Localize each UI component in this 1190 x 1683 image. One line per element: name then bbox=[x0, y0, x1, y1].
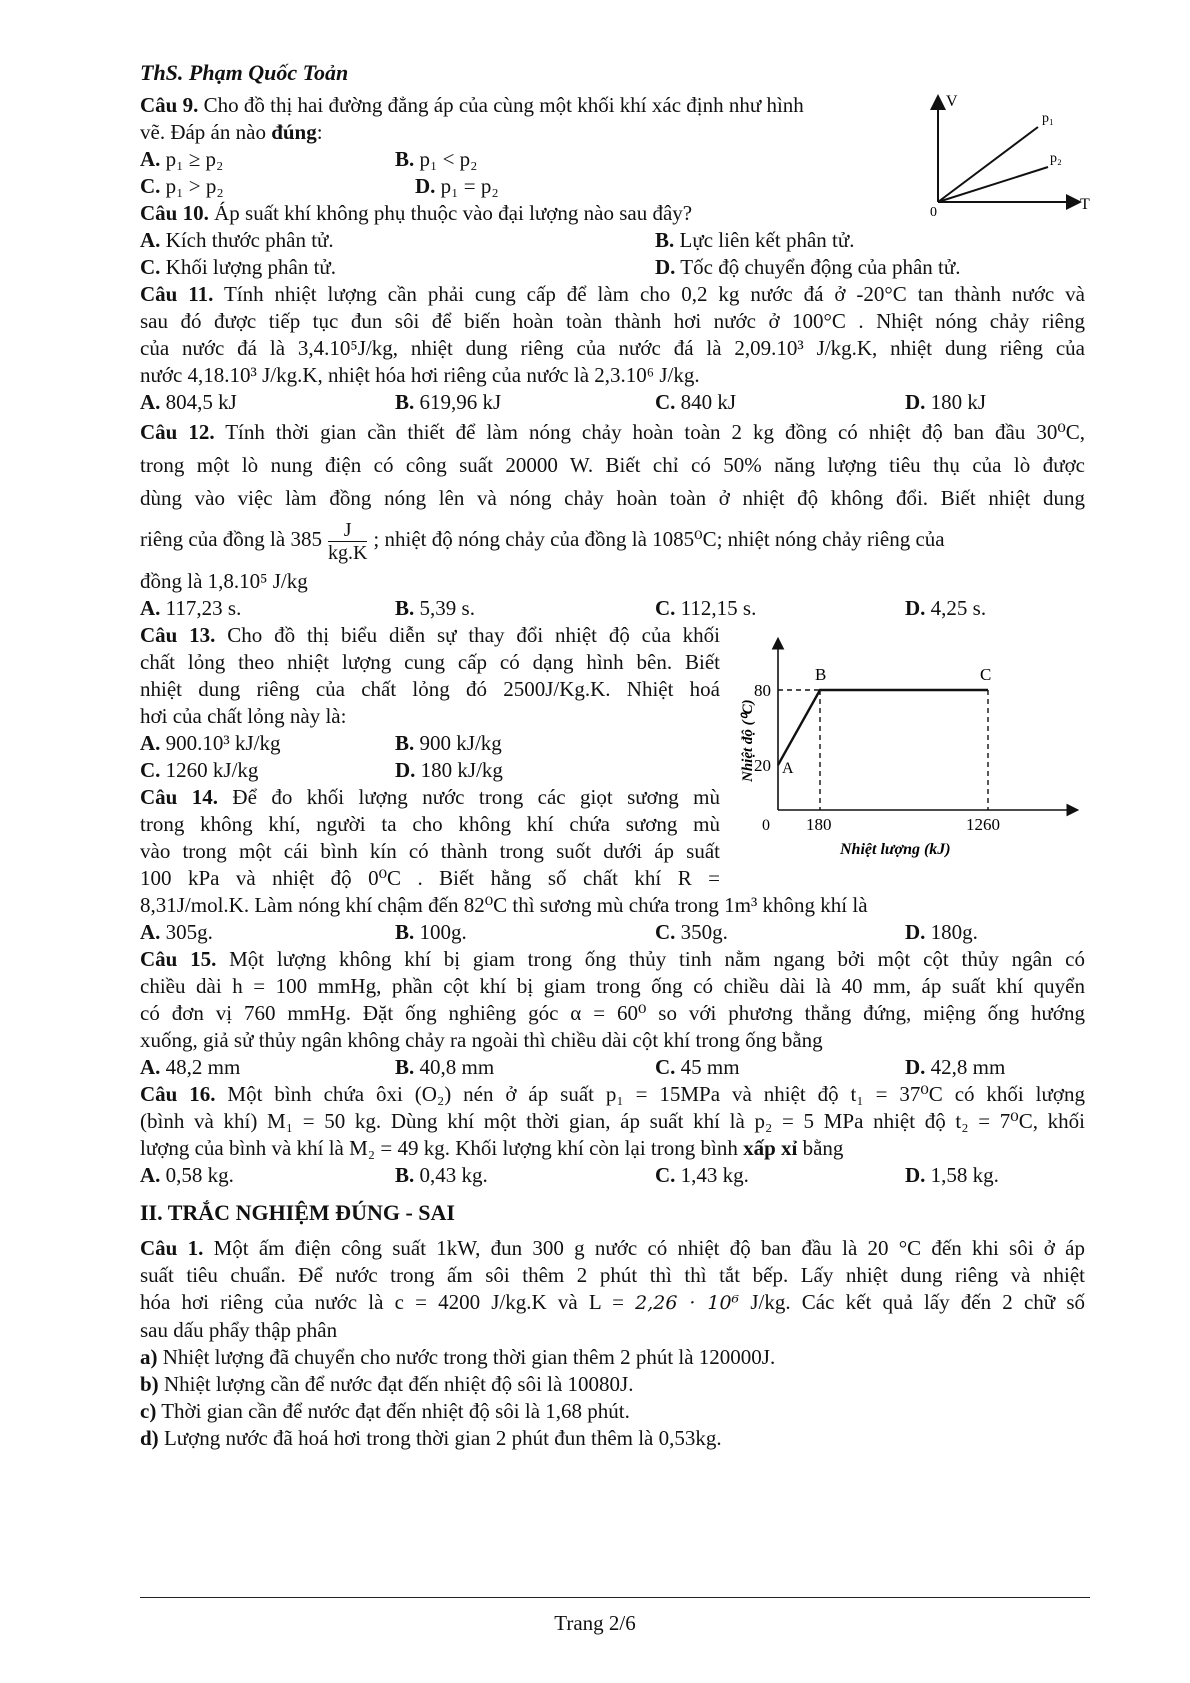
question-text: chiều dài h = 100 mmHg, phần cột khí bị giam trong ống có chiều dài là 40 mm, áp suất khí quyển bbox=[140, 974, 1085, 998]
question-number: Câu 16. bbox=[140, 1082, 216, 1106]
answer-label: C. bbox=[655, 596, 676, 620]
question-11 bbox=[140, 281, 1085, 416]
answer-b[interactable] bbox=[395, 146, 478, 173]
origin-label: 0 bbox=[762, 817, 770, 834]
answer-row bbox=[140, 146, 900, 173]
statement-d[interactable] bbox=[140, 1425, 1085, 1452]
statement-text: Nhiệt lượng đã chuyển cho nước trong thời gian thêm 2 phút là 120000J. bbox=[157, 1345, 776, 1369]
author-header: ThS. Phạm Quốc Toản bbox=[140, 60, 349, 85]
question-number: Câu 15. bbox=[140, 947, 217, 971]
answer-label: D. bbox=[655, 255, 676, 279]
question-text: Tính nhiệt lượng cần phải cung cấp để làm cho 0,2 kg nước đá ở -20°C tan thành nước và bbox=[213, 282, 1086, 306]
answer-label: C. bbox=[655, 920, 676, 944]
answer-label: C. bbox=[655, 1163, 676, 1187]
answer-a[interactable] bbox=[140, 595, 241, 622]
question-text: J/kg. Các kết quả lấy đến 2 chữ số bbox=[739, 1290, 1086, 1314]
answer-label: B. bbox=[395, 1163, 415, 1187]
answer-text: 48,2 mm bbox=[160, 1055, 241, 1079]
isobar-line-p2 bbox=[938, 167, 1048, 202]
answer-text: p₁ > p₂ bbox=[165, 174, 224, 198]
answer-label: C. bbox=[140, 174, 161, 198]
answer-label: A. bbox=[140, 731, 161, 755]
answer-text: 180g. bbox=[925, 920, 978, 944]
answer-a[interactable] bbox=[140, 227, 334, 254]
answer-label: B. bbox=[395, 390, 415, 414]
answer-label: D. bbox=[905, 390, 926, 414]
question-number: Câu 9. bbox=[140, 93, 199, 117]
answer-a[interactable] bbox=[140, 389, 237, 416]
answer-label: D. bbox=[905, 1055, 926, 1079]
question-text: đồng là 1,8.10⁵ J/kg bbox=[140, 569, 308, 593]
answer-c[interactable] bbox=[655, 1054, 740, 1081]
question-text: 100 kPa và nhiệt độ 0⁰C . Biết hằng số chất khí R = bbox=[140, 866, 720, 890]
answer-c[interactable] bbox=[140, 757, 258, 784]
answer-label: A. bbox=[140, 920, 161, 944]
answer-label: A. bbox=[140, 1055, 161, 1079]
answer-d[interactable] bbox=[905, 919, 978, 946]
question-text: trong không khí, người ta cho không khí chứa sương mù bbox=[140, 812, 720, 836]
emphasis-text: đúng bbox=[271, 120, 317, 144]
statement-text: Lượng nước đã hoá hơi trong thời gian 2 phút đun thêm là 0,53kg. bbox=[158, 1426, 722, 1450]
answer-a[interactable] bbox=[140, 1162, 234, 1189]
answer-d[interactable] bbox=[395, 757, 503, 784]
answer-a[interactable] bbox=[140, 1054, 240, 1081]
answer-c[interactable] bbox=[655, 919, 728, 946]
answer-label: A. bbox=[140, 390, 161, 414]
x-axis-label: Nhiệt lượng (kJ) bbox=[840, 841, 951, 858]
footer-divider bbox=[140, 1597, 1090, 1598]
answer-c[interactable] bbox=[655, 389, 736, 416]
answer-label: D. bbox=[905, 1163, 926, 1187]
question-text: sau dấu phẩy thập phân bbox=[140, 1318, 338, 1342]
answer-text: 1,43 kg. bbox=[675, 1163, 749, 1187]
answer-label: C. bbox=[140, 255, 161, 279]
question-10 bbox=[140, 200, 1085, 281]
answer-label: B. bbox=[395, 920, 415, 944]
math-value: 2,26 · 10⁶ bbox=[635, 1292, 740, 1314]
question-number: Câu 12. bbox=[140, 420, 215, 444]
question-14-continued bbox=[140, 892, 1085, 946]
question-text: bằng bbox=[797, 1136, 844, 1160]
answer-label: B. bbox=[395, 147, 415, 171]
question-number: Câu 10. bbox=[140, 201, 209, 225]
isobar-line-p1 bbox=[938, 127, 1038, 202]
answer-b[interactable] bbox=[395, 1054, 494, 1081]
section-heading: II. TRẮC NGHIỆM ĐÚNG - SAI bbox=[140, 1200, 455, 1225]
answer-label: B. bbox=[395, 1055, 415, 1079]
statement-label: d) bbox=[140, 1426, 159, 1450]
statement-a[interactable] bbox=[140, 1344, 1085, 1371]
answer-b[interactable] bbox=[395, 919, 467, 946]
answer-text: 305g. bbox=[160, 920, 213, 944]
question-text: Để đo khối lượng nước trong các giọt sương mù bbox=[218, 785, 720, 809]
p2-label: p₂ bbox=[1050, 151, 1062, 166]
answer-row bbox=[140, 254, 1085, 281]
answer-label: B. bbox=[395, 596, 415, 620]
point-b-label: B bbox=[815, 665, 827, 684]
answer-row bbox=[140, 173, 900, 200]
question-text: riêng của đồng là 385 bbox=[140, 527, 322, 551]
answer-label: A. bbox=[140, 596, 161, 620]
answer-text: 4,25 s. bbox=[925, 596, 987, 620]
p1-label: p₁ bbox=[1042, 111, 1054, 126]
answer-row bbox=[140, 919, 1085, 946]
statement-label: c) bbox=[140, 1399, 157, 1423]
question-text: dùng vào việc làm đồng nóng lên và nóng chảy hoàn toàn ở nhiệt độ không đổi. Biết nhiệt dung bbox=[140, 486, 1085, 510]
t-axis-label: T bbox=[1080, 196, 1090, 213]
answer-label: D. bbox=[395, 758, 416, 782]
question-text: Áp suất khí không phụ thuộc vào đại lượng nào sau đây? bbox=[208, 201, 693, 225]
question-text: : bbox=[316, 120, 323, 144]
answer-text: 40,8 mm bbox=[414, 1055, 495, 1079]
answer-b[interactable] bbox=[395, 389, 501, 416]
answer-text: 900 kJ/kg bbox=[414, 731, 502, 755]
question-text: có đơn vị 760 mmHg. Đặt ống nghiêng góc α = 60⁰ so với phương thẳng đứng, miệng ống hướng bbox=[140, 1001, 1085, 1025]
question-text: Cho đồ thị biểu diễn sự thay đổi nhiệt độ của khối bbox=[215, 623, 720, 647]
answer-label: D. bbox=[415, 174, 436, 198]
answer-text: 180 kJ bbox=[925, 390, 987, 414]
answer-label: D. bbox=[905, 920, 926, 944]
question-text: Một lượng không khí bị giam trong ống thủy tinh nằm ngang bởi một cột thủy ngân có bbox=[216, 947, 1085, 971]
emphasis-text: xấp xỉ bbox=[743, 1136, 798, 1160]
document-page bbox=[140, 60, 1090, 1452]
statement-label: a) bbox=[140, 1345, 158, 1369]
question-number: Câu 14. bbox=[140, 785, 219, 809]
answer-text: p₁ = p₂ bbox=[440, 174, 499, 198]
answer-d[interactable] bbox=[415, 173, 499, 200]
answer-d[interactable] bbox=[905, 595, 986, 622]
answer-b[interactable] bbox=[395, 1162, 488, 1189]
question-text: xuống, giả sử thủy ngân không chảy ra ngoài thì chiều dài cột khí trong ống bằng bbox=[140, 1028, 823, 1052]
answer-text: 804,5 kJ bbox=[160, 390, 237, 414]
statement-b[interactable] bbox=[140, 1371, 1085, 1398]
question-number: Câu 13. bbox=[140, 623, 216, 647]
question-number: Câu 1. bbox=[140, 1236, 204, 1260]
question-text: nước 4,18.10³ J/kg.K, nhiệt hóa hơi riêng của nước là 2,3.10⁶ J/kg. bbox=[140, 363, 700, 387]
answer-text: 1,58 kg. bbox=[925, 1163, 999, 1187]
question-text: chất lỏng theo nhiệt lượng cung cấp có dạng hình bên. Biết bbox=[140, 650, 720, 674]
question-text: hóa hơi riêng của nước là c = 4200 J/kg.K và L = bbox=[140, 1290, 636, 1314]
answer-row bbox=[140, 595, 1085, 622]
answer-b[interactable] bbox=[655, 227, 854, 254]
question-text: sau đó được tiếp tục đun sôi để biến hoàn toàn thành hơi nước ở 100°C . Nhiệt nóng chảy riêng bbox=[140, 309, 1085, 333]
question-13-14 bbox=[140, 622, 1085, 892]
answer-text: 117,23 s. bbox=[160, 596, 242, 620]
question-text: 8,31J/mol.K. Làm nóng khí chậm đến 82⁰C thì sương mù chứa trong 1m³ không khí là bbox=[140, 893, 868, 917]
origin-label: 0 bbox=[930, 205, 937, 220]
isobar-graph bbox=[930, 92, 1090, 220]
answer-label: C. bbox=[140, 758, 161, 782]
question-text: của nước đá là 3,4.10⁵J/kg, nhiệt dung riêng của nước đá là 2,09.10³ J/kg.K, nhiệt dung riêng của bbox=[140, 336, 1085, 360]
true-false-question-1 bbox=[140, 1235, 1085, 1452]
question-text: Một ấm điện công suất 1kW, đun 300 g nước có nhiệt độ ban đầu là 20 °C đến khi sôi ở áp bbox=[203, 1236, 1085, 1260]
answer-text: 900.10³ kJ/kg bbox=[160, 731, 281, 755]
x-tick-1260: 1260 bbox=[966, 815, 1000, 834]
question-number: Câu 11. bbox=[140, 282, 214, 306]
y-tick-20: 20 bbox=[754, 756, 771, 775]
answer-a[interactable] bbox=[140, 919, 213, 946]
question-text: trong một lò nung điện có công suất 20000 W. Biết chỉ có 50% năng lượng tiêu thụ của lò được bbox=[140, 453, 1085, 477]
question-16 bbox=[140, 1081, 1085, 1189]
answer-a[interactable] bbox=[140, 146, 223, 173]
answer-label: A. bbox=[140, 147, 161, 171]
question-text: Cho đồ thị hai đường đẳng áp của cùng một khối khí xác định như hình bbox=[198, 93, 804, 117]
question-12 bbox=[140, 416, 1085, 622]
question-text: lượng của bình và khí là M₂ = 49 kg. Khối lượng khí còn lại trong bình bbox=[140, 1136, 744, 1160]
answer-text: 180 kJ/kg bbox=[415, 758, 503, 782]
question-text: suất tiêu chuẩn. Để nước trong ấm sôi thêm 2 phút thì thì tắt bếp. Lấy nhiệt dung riêng và nhiệt bbox=[140, 1263, 1085, 1287]
answer-d[interactable] bbox=[655, 254, 961, 281]
answer-label: C. bbox=[655, 1055, 676, 1079]
answer-row bbox=[140, 730, 720, 757]
answer-row bbox=[140, 389, 1085, 416]
answer-text: Kích thước phân tử. bbox=[160, 228, 334, 252]
answer-text: 112,15 s. bbox=[675, 596, 757, 620]
question-text: nhiệt dung riêng của chất lỏng đó 2500J/Kg.K. Nhiệt hoá bbox=[140, 677, 720, 701]
answer-d[interactable] bbox=[905, 1162, 999, 1189]
answer-row bbox=[140, 1162, 1085, 1189]
question-text: vẽ. Đáp án nào bbox=[140, 120, 272, 144]
y-tick-80: 80 bbox=[754, 681, 771, 700]
answer-text: p₁ ≥ p₂ bbox=[165, 147, 224, 171]
question-15 bbox=[140, 946, 1085, 1081]
point-a-label: A bbox=[782, 760, 794, 777]
statement-text: Nhiệt lượng cần để nước đạt đến nhiệt độ sôi là 10080J. bbox=[158, 1372, 634, 1396]
answer-b[interactable] bbox=[395, 730, 502, 757]
answer-text: 0,58 kg. bbox=[160, 1163, 234, 1187]
page-number: Trang 2/6 bbox=[554, 1611, 636, 1635]
answer-label: B. bbox=[395, 731, 415, 755]
answer-text: 100g. bbox=[414, 920, 467, 944]
answer-d[interactable] bbox=[905, 389, 986, 416]
answer-text: Tốc độ chuyển động của phân tử. bbox=[675, 255, 961, 279]
answer-row bbox=[140, 757, 720, 784]
temperature-heat-graph bbox=[740, 632, 1080, 862]
answer-b[interactable] bbox=[395, 595, 475, 622]
fraction-denominator: kg.K bbox=[327, 541, 368, 564]
v-axis-label: V bbox=[946, 93, 958, 110]
statement-label: b) bbox=[140, 1372, 159, 1396]
x-tick-180: 180 bbox=[806, 815, 832, 834]
statement-text: Thời gian cần để nước đạt đến nhiệt độ sôi là 1,68 phút. bbox=[156, 1399, 630, 1423]
answer-text: Lực liên kết phân tử. bbox=[674, 228, 855, 252]
answer-row bbox=[140, 227, 1085, 254]
answer-a[interactable] bbox=[140, 730, 280, 757]
statement-c[interactable] bbox=[140, 1398, 1085, 1425]
question-text: vào trong một cái bình kín có thành trong suốt dưới áp suất bbox=[140, 839, 720, 863]
answer-text: 619,96 kJ bbox=[414, 390, 502, 414]
answer-text: Khối lượng phân tử. bbox=[160, 255, 337, 279]
answer-c[interactable] bbox=[140, 254, 336, 281]
answer-label: A. bbox=[140, 228, 161, 252]
point-c-label: C bbox=[980, 665, 992, 684]
answer-c[interactable] bbox=[140, 173, 224, 200]
answer-label: D. bbox=[905, 596, 926, 620]
answer-text: 840 kJ bbox=[675, 390, 737, 414]
answer-text: 5,39 s. bbox=[414, 596, 475, 620]
answer-label: A. bbox=[140, 1163, 161, 1187]
answer-text: 1260 kJ/kg bbox=[160, 758, 259, 782]
answer-text: 0,43 kg. bbox=[414, 1163, 488, 1187]
answer-label: C. bbox=[655, 390, 676, 414]
answer-text: 350g. bbox=[675, 920, 728, 944]
answer-d[interactable] bbox=[905, 1054, 1005, 1081]
question-text: (bình và khí) M₁ = 50 kg. Dùng khí một thời gian, áp suất khí là p₂ = 5 MPa nhiệt độ t₂ = 7⁰C, khối bbox=[140, 1109, 1085, 1133]
question-text: Tính thời gian cần thiết để làm nóng chảy hoàn toàn 2 kg đồng có nhiệt độ ban đầu 30⁰C, bbox=[214, 420, 1085, 444]
unit-fraction bbox=[328, 519, 367, 564]
question-text: hơi của chất lỏng này là: bbox=[140, 704, 347, 728]
fraction-numerator: J bbox=[328, 519, 367, 542]
answer-text: 45 mm bbox=[675, 1055, 740, 1079]
answer-label: B. bbox=[655, 228, 675, 252]
question-text: Một bình chứa ôxi (O₂) nén ở áp suất p₁ = 15MPa và nhiệt độ t₁ = 37⁰C có khối lượng bbox=[215, 1082, 1085, 1106]
answer-c[interactable] bbox=[655, 1162, 749, 1189]
answer-text: 42,8 mm bbox=[925, 1055, 1006, 1079]
answer-c[interactable] bbox=[655, 595, 756, 622]
answer-text: p₁ < p₂ bbox=[419, 147, 478, 171]
y-axis-label: Nhiệt độ (⁰C) bbox=[740, 699, 756, 782]
answer-row bbox=[140, 1054, 1085, 1081]
question-text: ; nhiệt độ nóng chảy của đồng là 1085⁰C; nhiệt nóng chảy riêng của bbox=[373, 527, 945, 551]
heating-curve bbox=[778, 690, 988, 765]
